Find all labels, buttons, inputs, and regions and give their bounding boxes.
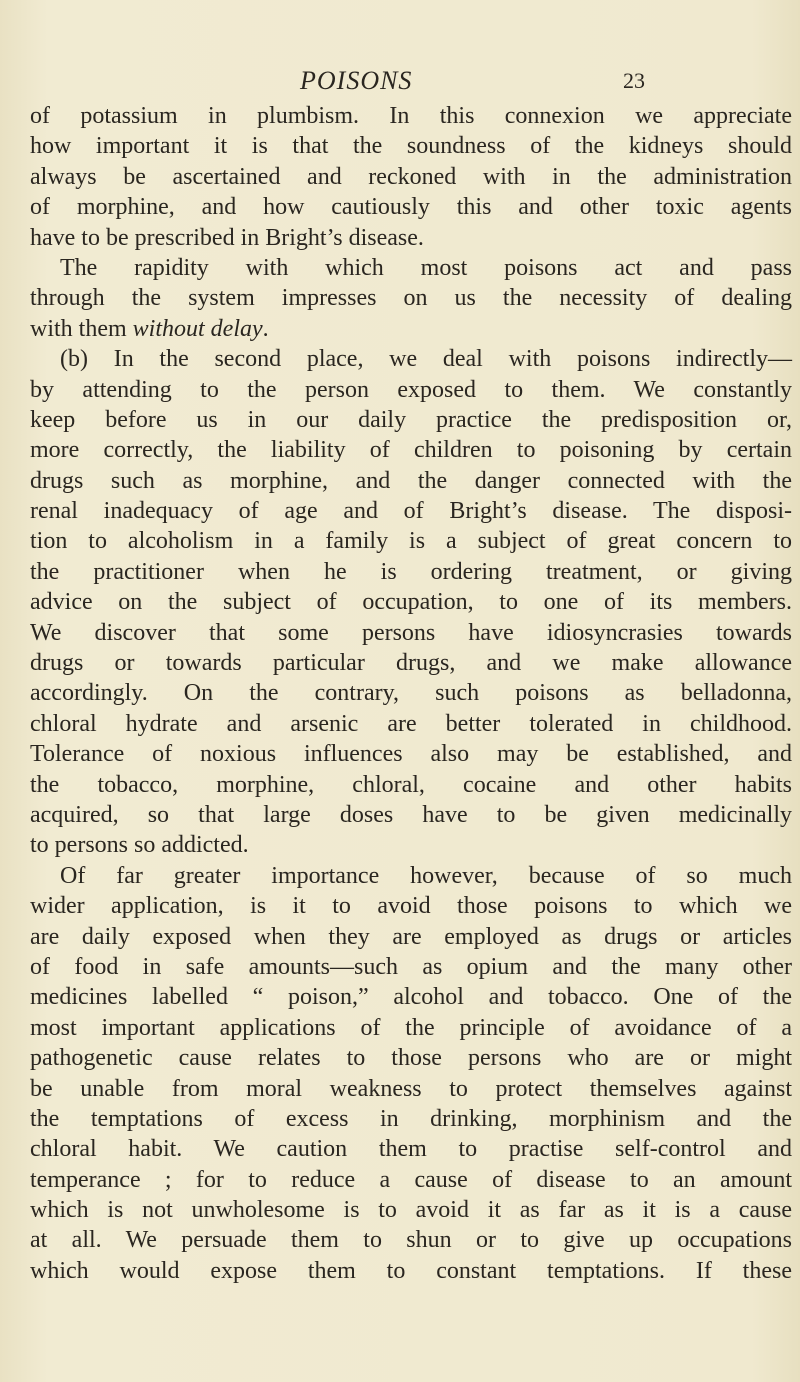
text-line: advice on the subject of occupation, to one of its members. xyxy=(30,589,792,616)
text-line: drugs or towards particular drugs, and we make allowance xyxy=(30,650,792,677)
text-line: of food in safe amounts—such as opium and the many other xyxy=(30,953,792,980)
text-line: of potassium in plumbism. In this connexion we appreciate xyxy=(30,103,792,129)
running-title: POISONS xyxy=(300,66,413,95)
text-line: which would expose them to constant temptations. If these xyxy=(30,1257,792,1284)
sentence-end: . xyxy=(262,315,269,342)
text-line: chloral habit. We caution them to practise self-control and xyxy=(30,1136,792,1163)
text-line: drugs such as morphine, and the danger connected with the xyxy=(30,467,792,494)
text-line: through the system impresses on us the necessity of dealing xyxy=(30,285,792,312)
text-line: pathogenetic cause relates to those persons who are or might xyxy=(30,1045,792,1072)
text-line: medicines labelled “ poison,” alcohol and tobacco. One of the xyxy=(30,984,792,1011)
text-line: tion to alcoholism in a family is a subject of great concern to xyxy=(30,528,792,555)
text-line: at all. We persuade them to shun or to give up occupations xyxy=(30,1227,792,1254)
text-line: keep before us in our daily practice the predisposition or, xyxy=(30,406,792,433)
text-line: acquired, so that large doses have to be given medicinally xyxy=(30,801,792,828)
text-line: to persons so addicted. xyxy=(30,832,249,859)
text-line: which is not unwholesome is to avoid it as far as it is a cause xyxy=(30,1197,792,1224)
text-line: of morphine, and how cautiously this and other toxic agents xyxy=(30,194,792,221)
text-line: the temptations of excess in drinking, morphinism and the xyxy=(30,1105,792,1132)
text-line: most important applications of the principle of avoidance of a xyxy=(30,1014,792,1041)
text-line: the practitioner when he is ordering treatment, or giving xyxy=(30,558,792,585)
text-line: the tobacco, morphine, chloral, cocaine and other habits xyxy=(30,771,792,798)
text-line: The rapidity with which most poisons act and pass xyxy=(60,254,792,281)
italic-phrase: without delay xyxy=(132,315,263,342)
text-line: how important it is that the soundness of the kidneys should xyxy=(30,133,792,160)
text-line: wider application, is it to avoid those poisons to which we xyxy=(30,893,792,920)
text-line: (b) In the second place, we deal with poisons indirectly— xyxy=(60,346,792,373)
text-line: are daily exposed when they are employed as drugs or articles xyxy=(30,923,792,950)
page-header xyxy=(0,66,800,96)
text-line: chloral hydrate and arsenic are better tolerated in childhood. xyxy=(30,710,792,737)
text-line-start: with them xyxy=(30,315,133,342)
text-line: Of far greater importance however, because of so much xyxy=(60,862,792,889)
page-number: 23 xyxy=(623,68,645,93)
text-line: always be ascertained and reckoned with in the administration xyxy=(30,163,792,190)
text-line: accordingly. On the contrary, such poisons as belladonna, xyxy=(30,680,792,707)
text-line: Tolerance of noxious influences also may be established, and xyxy=(30,741,792,768)
text-line: be unable from moral weakness to protect themselves against xyxy=(30,1075,792,1102)
text-line: renal inadequacy of age and of Bright’s disease. The disposi- xyxy=(30,498,792,525)
text-line: more correctly, the liability of children to poisoning by certain xyxy=(30,437,792,464)
text-line: have to be prescribed in Bright’s disease. xyxy=(30,224,424,251)
text-line: by attending to the person exposed to them. We constantly xyxy=(30,376,792,403)
body-text xyxy=(30,101,792,1286)
text-line xyxy=(30,314,792,344)
text-line: We discover that some persons have idiosyncrasies towards xyxy=(30,619,792,646)
text-line: temperance ; for to reduce a cause of disease to an amount xyxy=(30,1166,792,1193)
